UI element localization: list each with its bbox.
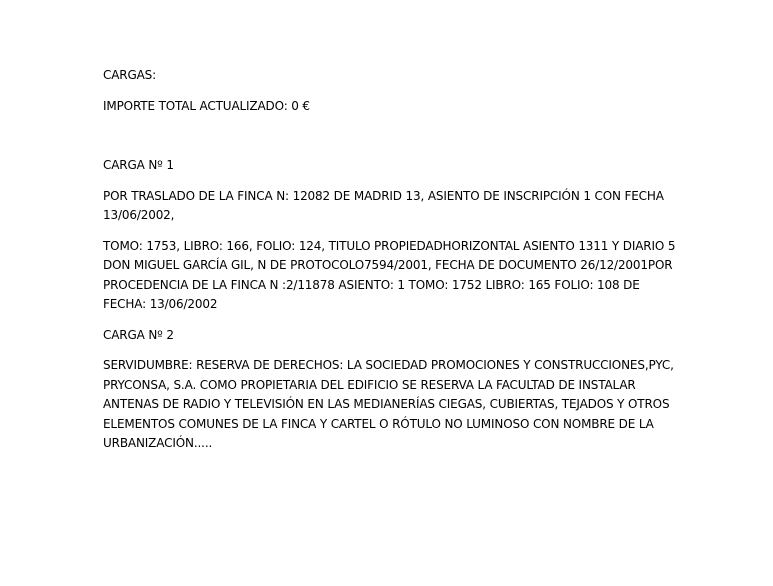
carga-2-title: CARGA Nº 2 bbox=[103, 327, 174, 342]
cargas-heading: CARGAS: bbox=[103, 68, 157, 82]
carga-1-paragraph-2: TOMO: 1753, LIBRO: 166, FOLIO: 124, TITULO PROPIEDADHORIZONTAL ASIENTO 1311 Y DIARIO 5 DON MIGUEL GARCÍA GIL, N DE PROTOCOLO7594/2001, FECHA DE DOCUMENTO 26/12/2001POR PROCEDENCIA DE LA FINCA N :2/11878 ASIENTO: 1 TOMO: 1752 LIBRO: 165 FOLIO: 108 DE FECHA: 13/06/2002 bbox=[103, 238, 680, 311]
document-page bbox=[103, 66, 678, 454]
carga-1-paragraph-1: POR TRASLADO DE LA FINCA N: 12082 DE MADRID 13, ASIENTO DE INSCRIPCIÓN 1 CON FECHA 13/06/2002, bbox=[103, 188, 668, 222]
total-amount: IMPORTE TOTAL ACTUALIZADO: 0 € bbox=[103, 98, 310, 113]
carga-1-title: CARGA Nº 1 bbox=[103, 158, 174, 172]
carga-2-paragraph-1: SERVIDUMBRE: RESERVA DE DERECHOS: LA SOCIEDAD PROMOCIONES Y CONSTRUCCIONES,PYC, PRYCONSA, S.A. COMO PROPIETARIA DEL EDIFICIO SE RESERVA LA FACULTAD DE INSTALAR ANTENAS DE RADIO Y TELEVISIÓN EN LAS MEDIANERÍAS CIEGAS, CUBIERTAS, TEJADOS Y OTROS ELEMENTOS COMUNES DE LA FINCA Y CARTEL O RÓTULO NO LUMINOSO CON NOMBRE DE LA URBANIZACIÓN..... bbox=[103, 358, 678, 450]
